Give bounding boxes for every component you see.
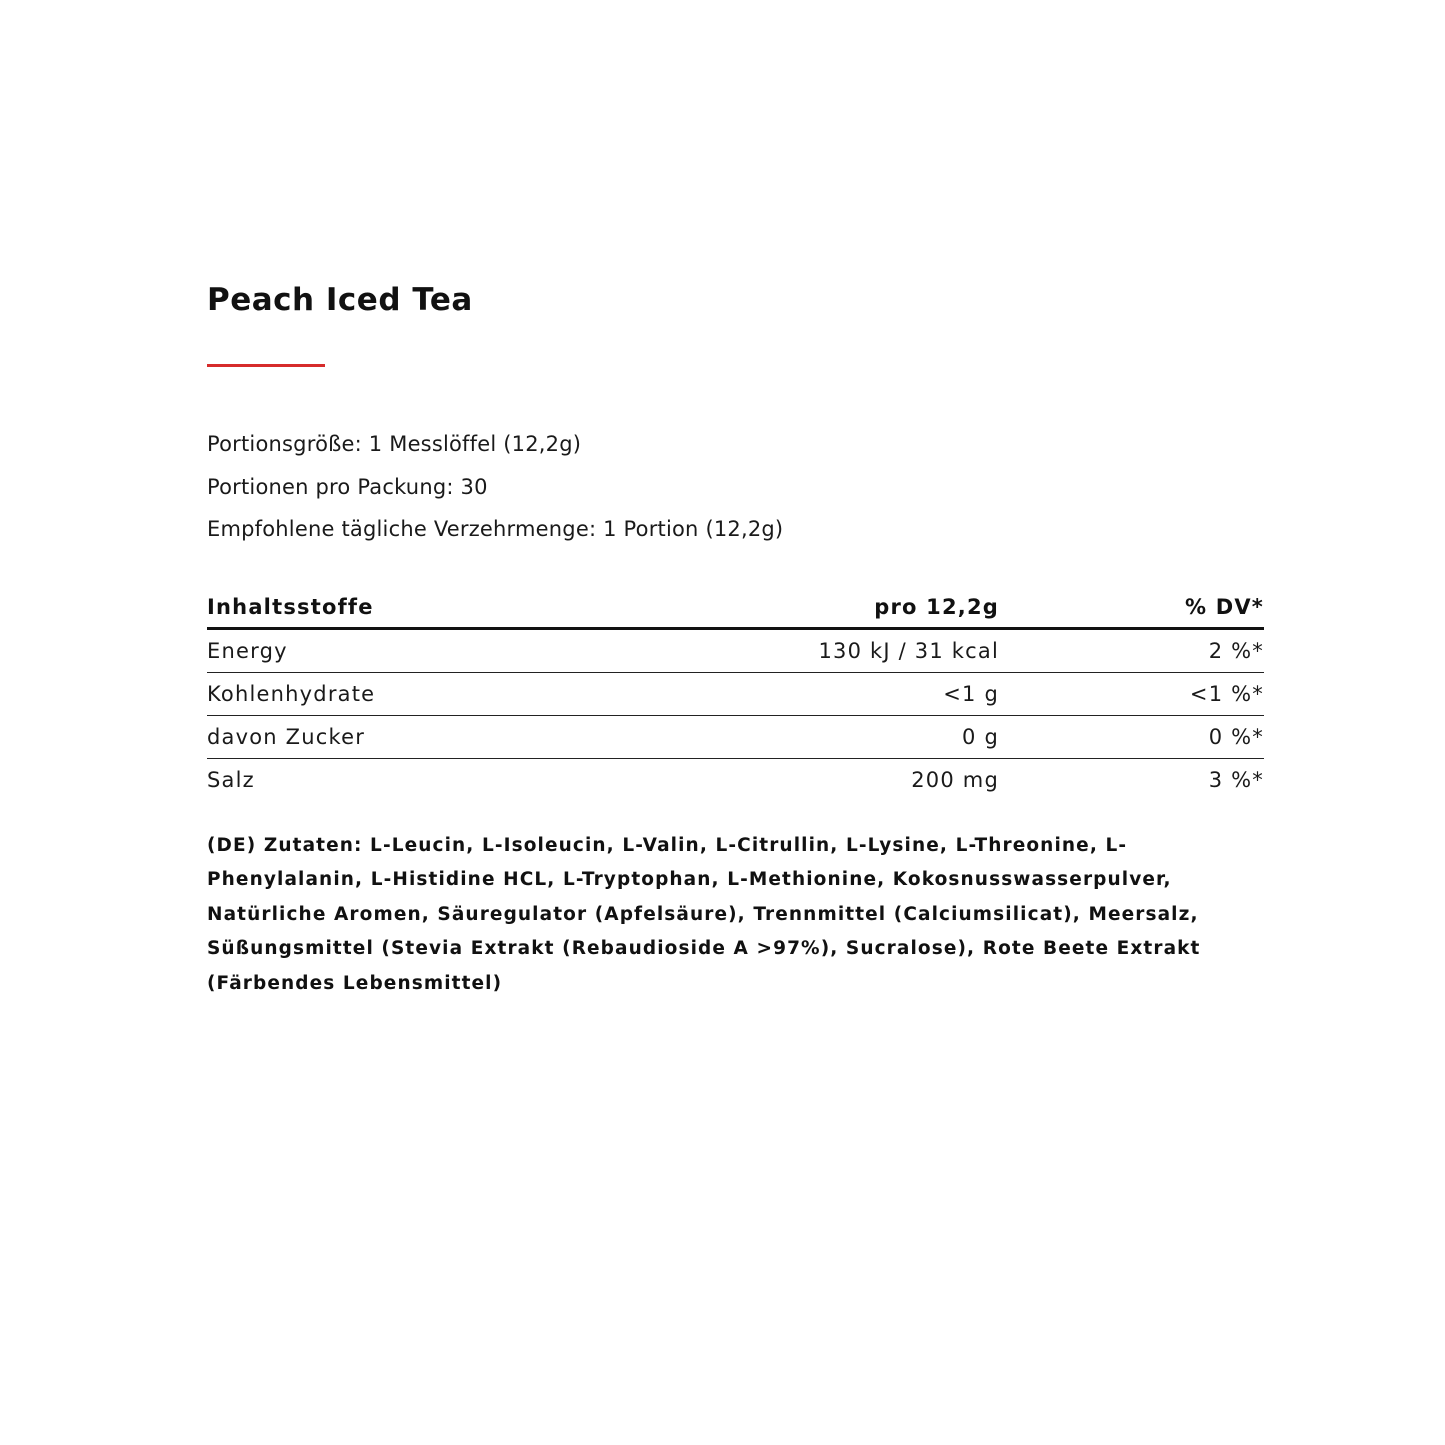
header-daily-value: % DV* <box>999 591 1264 629</box>
servings-per-pack: Portionen pro Packung: 30 <box>207 474 488 499</box>
row-amount: 0 g <box>767 715 999 758</box>
table-header-row <box>207 591 1264 629</box>
row-name: Salz <box>207 767 255 792</box>
product-title: Peach Iced Tea <box>207 282 473 318</box>
ingredients-text: (DE) Zutaten: L-Leucin, L-Isoleucin, L-Valin, L-Citrullin, L-Lysine, L-Threonine, L-Phenylalanin, L-Histidine HCL, L-Tryptophan, L-Methionine, Kokosnusswasserpulver, Natürliche Aromen, Säuregulator (Apfelsäure), Trennmittel (Calciumsilicat), Meersalz, Süßungsmittel (Stevia Extrakt (Rebaudioside A >97%), Sucralose), Rote Beete Extrakt (Färbendes Lebensmittel) <box>207 834 1201 994</box>
row-amount: 130 kJ / 31 kcal <box>767 628 999 672</box>
serving-size: Portionsgröße: 1 Messlöffel (12,2g) <box>207 432 582 456</box>
row-name: Kohlenhydrate <box>207 672 767 715</box>
accent-divider <box>207 364 325 367</box>
recommended-daily-intake: Empfohlene tägliche Verzehrmenge: 1 Portion (12,2g) <box>207 517 784 541</box>
header-per-serving: pro 12,2g <box>767 591 999 629</box>
row-name: Energy <box>207 628 767 672</box>
row-dv: 3 %* <box>1208 767 1264 792</box>
row-amount: <1 g <box>767 672 999 715</box>
row-dv: 2 %* <box>999 628 1264 672</box>
table-row <box>207 758 1264 801</box>
table-row <box>207 628 1264 672</box>
nutrition-table <box>207 591 1264 801</box>
row-dv: 0 %* <box>999 715 1264 758</box>
serving-info <box>207 423 1264 551</box>
header-ingredients: Inhaltsstoffe <box>207 591 767 629</box>
nutrition-card <box>207 280 1264 1001</box>
row-name: davon Zucker <box>207 715 767 758</box>
row-amount: 200 mg <box>911 767 999 792</box>
row-dv: <1 %* <box>999 672 1264 715</box>
table-row <box>207 715 1264 758</box>
table-row <box>207 672 1264 715</box>
